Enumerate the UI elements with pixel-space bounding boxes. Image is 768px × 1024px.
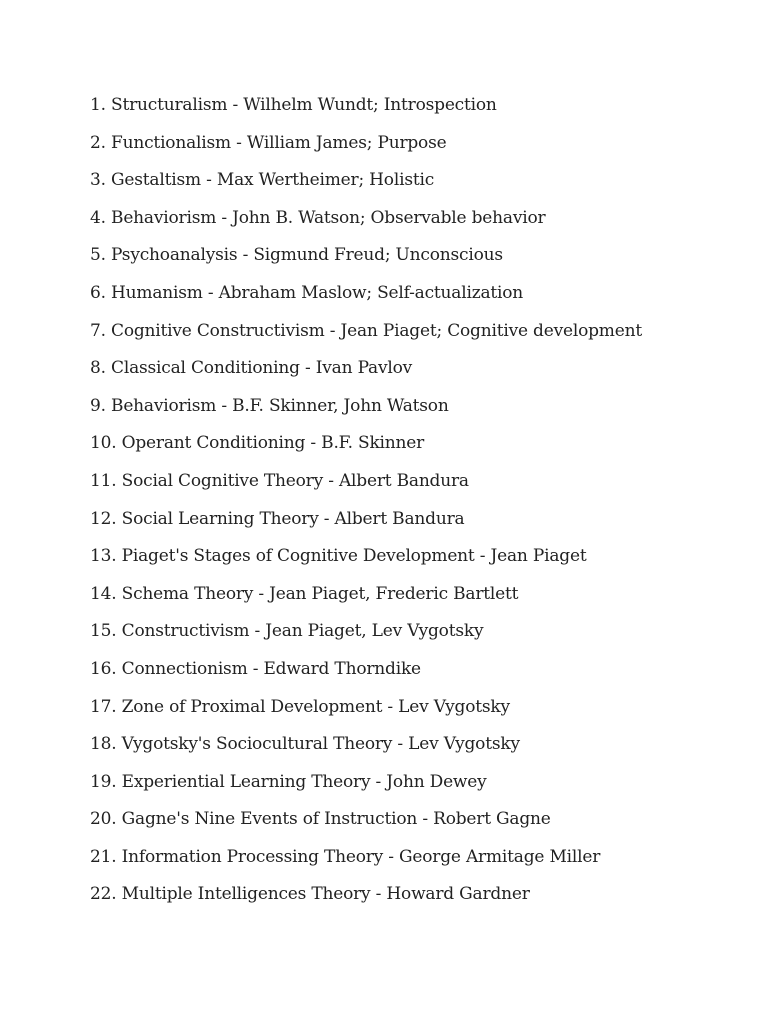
list-item: 15. Constructivism - Jean Piaget, Lev Vygotsky (90, 621, 484, 642)
list-item: 13. Piaget's Stages of Cognitive Development - Jean Piaget (90, 546, 587, 567)
list-item: 5. Psychoanalysis - Sigmund Freud; Unconscious (90, 245, 503, 266)
list-item: 3. Gestaltism - Max Wertheimer; Holistic (90, 170, 435, 191)
list-item: 11. Social Cognitive Theory - Albert Bandura (90, 470, 469, 491)
list-item: 20. Gagne's Nine Events of Instruction - Robert Gagne (90, 809, 551, 830)
list-item: 6. Humanism - Abraham Maslow; Self-actualization (90, 282, 524, 303)
theory-list (90, 92, 642, 919)
list-item: 1. Structuralism - Wilhelm Wundt; Introspection (90, 95, 497, 115)
list-item: 7. Cognitive Constructivism - Jean Piaget; Cognitive development (90, 320, 642, 341)
list-item: 10. Operant Conditioning - B.F. Skinner (90, 433, 425, 454)
list-item: 8. Classical Conditioning - Ivan Pavlov (90, 358, 413, 379)
list-item: 18. Vygotsky's Sociocultural Theory - Lev Vygotsky (90, 734, 520, 755)
list-item: 9. Behaviorism - B.F. Skinner, John Watson (90, 395, 449, 416)
list-item: 19. Experiential Learning Theory - John Dewey (90, 771, 487, 792)
list-item: 17. Zone of Proximal Development - Lev Vygotsky (90, 696, 510, 717)
list-item: 16. Connectionism - Edward Thorndike (90, 658, 421, 679)
list-item: 4. Behaviorism - John B. Watson; Observable behavior (90, 207, 546, 228)
list-item: 22. Multiple Intelligences Theory - Howard Gardner (90, 884, 530, 905)
list-item: 21. Information Processing Theory - George Armitage Miller (90, 846, 601, 867)
list-item: 2. Functionalism - William James; Purpose (90, 132, 447, 153)
list-item: 12. Social Learning Theory - Albert Bandura (90, 508, 465, 529)
list-item: 14. Schema Theory - Jean Piaget, Frederic Bartlett (90, 583, 519, 604)
